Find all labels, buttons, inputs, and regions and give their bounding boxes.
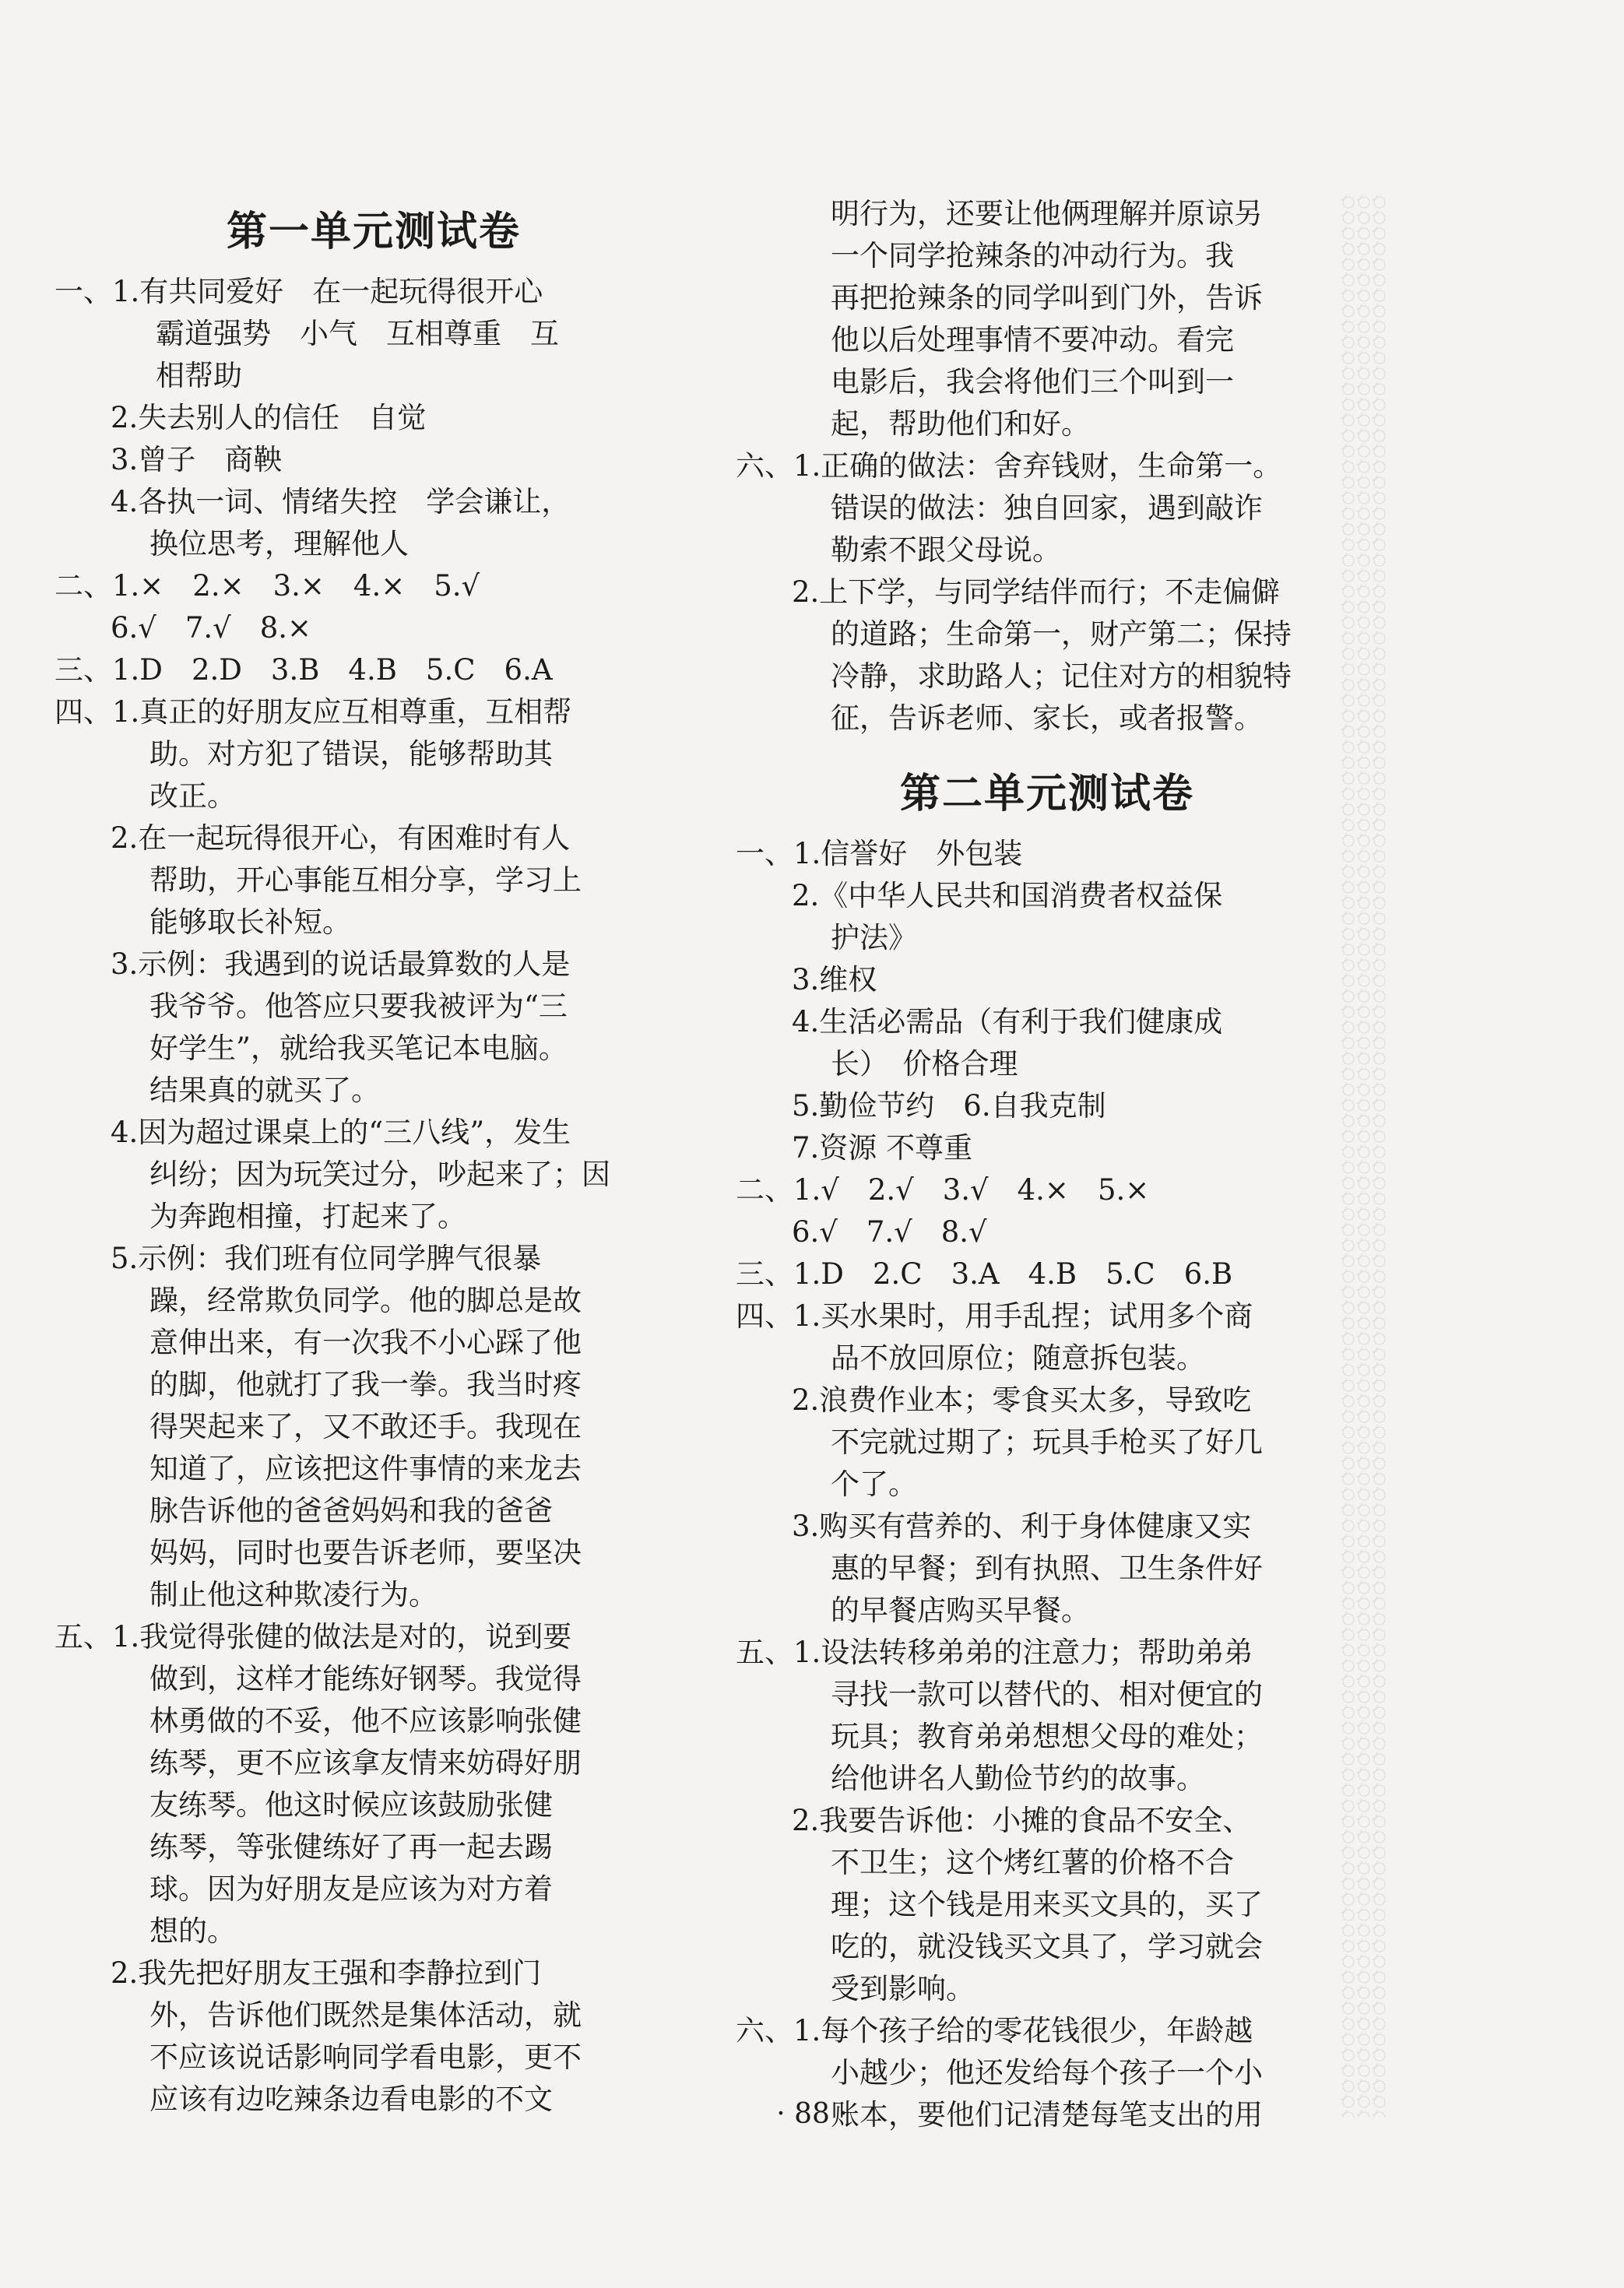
answer-line: 得哭起来了，又不敢还手。我现在 [149,1410,582,1443]
answer-line: 起，帮助他们和好。 [831,407,1090,441]
answer-line: 3.购买有营养的、利于身体健康又实 [792,1510,1252,1543]
answer-line: 三、1.D 2.D 3.B 4.B 5.C 6.A [54,653,553,687]
unit-two-title: 第二单元测试卷 [899,771,1194,817]
answer-line: 妈妈，同时也要告诉老师，要坚决 [149,1536,582,1569]
answer-line: 助。对方犯了错误，能够帮助其 [149,737,553,771]
answer-line: 应该有边吃辣条边看电影的不文 [149,2082,553,2116]
answer-line: 的脚，他就打了我一拳。我当时疼 [149,1368,582,1401]
answer-line: 受到影响。 [831,1972,975,2005]
answer-line: 4.因为超过课桌上的“三八线”，发生 [111,1116,571,1149]
answer-line: 2.上下学，与同学结伴而行；不走偏僻 [792,575,1281,609]
answer-line: 换位思考，理解他人 [149,527,409,561]
unit-one-answers-continued [736,193,1327,740]
answer-line: 结果真的就买了。 [149,1074,380,1107]
answer-line: 做到，这样才能练好钢琴。我觉得 [149,1662,582,1696]
answer-line: 练琴，更不应该拿友情来妨碍好朋 [149,1746,582,1780]
answer-line: 吃的，就没钱买文具了，学习就会 [831,1930,1263,1963]
unit-one-title: 第一单元测试卷 [226,209,521,255]
answer-line: 长） 价格合理 [831,1047,1018,1081]
answer-line: 林勇做的不妥，他不应该影响张健 [149,1704,582,1738]
answer-line: 不应该说话影响同学看电影，更不 [149,2040,582,2074]
answer-line: 征，告诉老师、家长，或者报警。 [831,701,1263,735]
answer-line: 的道路；生命第一，财产第二；保持 [831,617,1292,651]
answer-line: 2.我先把好朋友王强和李静拉到门 [111,1956,542,1990]
answer-line: 一、1.有共同爱好 在一起玩得很开心 [54,275,543,308]
answer-line: 2.浪费作业本；零食买太多，导致吃 [792,1383,1252,1417]
answer-line: 电影后，我会将他们三个叫到一 [831,365,1234,399]
answer-line: 3.维权 [792,963,877,996]
answer-line: 好学生”，就给我买笔记本电脑。 [149,1032,568,1065]
answer-line: 知道了，应该把这件事情的来龙去 [149,1452,582,1485]
answer-line: 外，告诉他们既然是集体活动，就 [149,1998,582,2032]
answer-line: 2.在一起玩得很开心，有困难时有人 [111,821,571,855]
answer-line: 一、1.信誉好 外包装 [736,837,1023,870]
answer-line: 霸道强势 小气 互相尊重 互 [156,317,559,350]
answer-line: 五、1.我觉得张健的做法是对的，说到要 [54,1620,572,1654]
answer-line: 5.勤俭节约 6.自我克制 [792,1089,1106,1123]
page-number: · 88 · [776,2098,848,2130]
answer-line: 小越少；他还发给每个孩子一个小 [831,2056,1263,2089]
answer-line: 二、1.× 2.× 3.× 4.× 5.√ [54,569,480,603]
answer-line: 脉告诉他的爸爸妈妈和我的爸爸 [149,1494,553,1527]
answer-line: 2.失去别人的信任 自觉 [111,401,427,434]
answer-line: 给他讲名人勤俭节约的故事。 [831,1762,1205,1795]
answer-line: 六、1.每个孩子给的零花钱很少，年龄越 [736,2014,1253,2047]
answer-line: 三、1.D 2.C 3.A 4.B 5.C 6.B [736,1257,1233,1291]
answer-line: 再把抢辣条的同学叫到门外，告诉 [831,281,1263,315]
answer-line: 6.√ 7.√ 8.√ [792,1215,987,1249]
answer-line: 友练琴。他这时候应该鼓励张健 [149,1788,553,1822]
answer-line: 个了。 [831,1467,917,1501]
answer-line: 球。因为好朋友是应该为对方着 [149,1872,553,1906]
answer-line: 账本，要他们记清楚每笔支出的用 [831,2098,1263,2132]
answer-line: 不完就过期了；玩具手枪买了好几 [831,1425,1263,1459]
answer-line: 能够取长补短。 [149,905,351,939]
answer-line: 品不放回原位；随意拆包装。 [831,1341,1205,1375]
answer-line: 4.各执一词、情绪失控 学会谦让， [111,485,571,518]
answer-line: 意伸出来，有一次我不小心踩了他 [149,1326,582,1359]
answer-line: 一个同学抢辣条的冲动行为。我 [831,239,1234,272]
answer-line: 四、1.买水果时，用手乱捏；试用多个商 [736,1299,1253,1333]
answer-line: 冷静，求助路人；记住对方的相貌特 [831,659,1292,693]
answer-line: 惠的早餐；到有执照、卫生条件好 [831,1552,1263,1585]
answer-line: 二、1.√ 2.√ 3.√ 4.× 5.× [736,1173,1150,1207]
answer-line: 四、1.真正的好朋友应互相尊重，互相帮 [54,695,572,729]
unit-one-answers [54,271,646,2121]
answer-line: 不卫生；这个烤红薯的价格不合 [831,1846,1234,1879]
answer-line: 五、1.设法转移弟弟的注意力；帮助弟弟 [736,1636,1253,1669]
answer-line: 3.示例：我遇到的说话最算数的人是 [111,947,571,981]
right-column [736,193,1327,2136]
decorative-border [1341,195,1387,2118]
answer-line: 4.生活必需品（有利于我们健康成 [792,1005,1223,1039]
answer-line: 相帮助 [156,359,242,392]
answer-line: 帮助，开心事能互相分享，学习上 [149,863,582,897]
left-column [54,193,646,2121]
answer-line: 为奔跑相撞，打起来了。 [149,1200,466,1233]
answer-line: 寻找一款可以替代的、相对便宜的 [831,1678,1263,1711]
answer-line: 纠纷；因为玩笑过分，吵起来了；因 [149,1158,610,1191]
answer-line: 六、1.正确的做法：舍弃钱财，生命第一。 [736,449,1282,483]
answer-line: 制止他这种欺凌行为。 [149,1578,438,1611]
answer-line: 5.示例：我们班有位同学脾气很暴 [111,1242,542,1275]
answer-line: 3.曾子 商鞅 [111,443,283,476]
answer-line: 躁，经常欺负同学。他的脚总是故 [149,1284,582,1317]
answer-line: 他以后处理事情不要冲动。看完 [831,323,1234,357]
answer-line: 的早餐店购买早餐。 [831,1594,1090,1627]
answer-line: 6.√ 7.√ 8.× [111,611,312,645]
answer-line: 7.资源 不尊重 [792,1131,973,1165]
answer-line: 玩具；教育弟弟想想父母的难处； [831,1720,1263,1753]
answer-line: 护法》 [831,921,917,954]
answer-line: 练琴，等张健练好了再一起去踢 [149,1830,553,1864]
answer-line: 错误的做法：独自回家，遇到敲诈 [831,491,1263,525]
answer-line: 2.《中华人民共和国消费者权益保 [792,879,1223,912]
answer-line: 我爷爷。他答应只要我被评为“三 [149,989,568,1023]
answer-line: 理；这个钱是用来买文具的，买了 [831,1888,1263,1921]
unit-two-answers [736,833,1327,2136]
answer-line: 想的。 [149,1914,236,1948]
answer-line: 明行为，还要让他俩理解并原谅另 [831,197,1263,230]
answer-line: 改正。 [149,779,236,813]
answer-line: 勒索不跟父母说。 [831,533,1061,567]
answer-line: 2.我要告诉他：小摊的食品不安全、 [792,1804,1252,1837]
